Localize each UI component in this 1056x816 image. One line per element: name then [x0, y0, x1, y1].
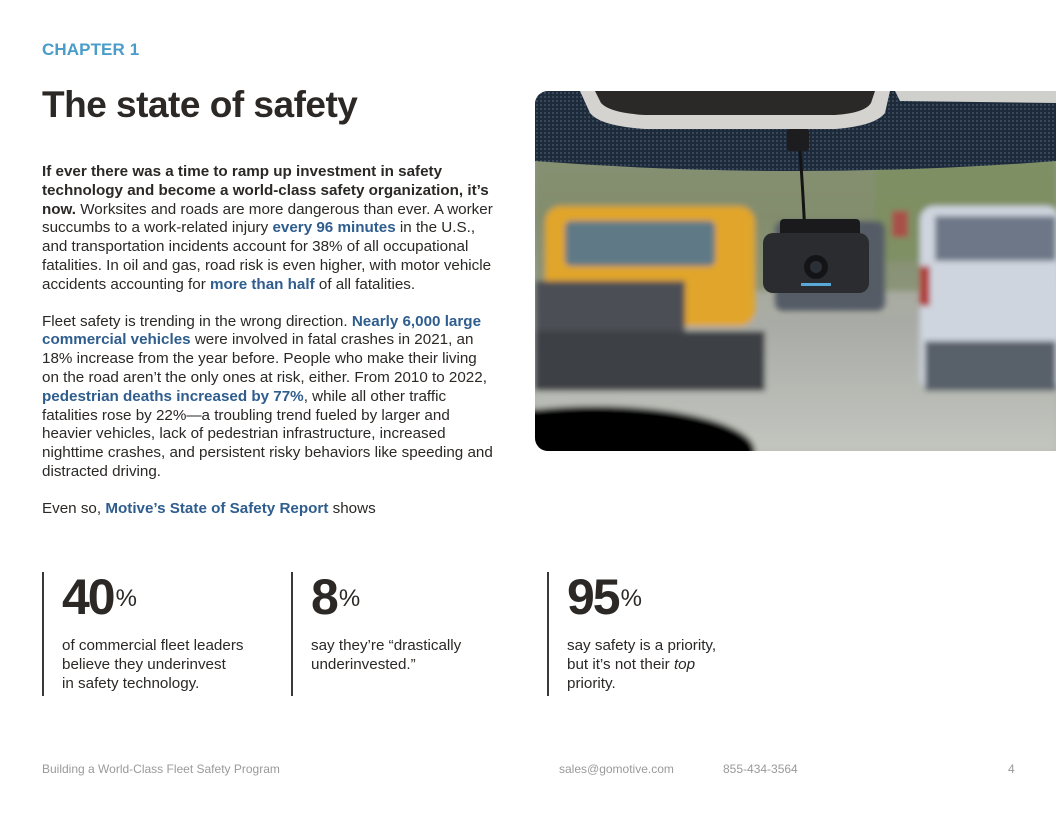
stat-highlight-96-minutes: every 96 minutes: [272, 219, 396, 237]
desc-line: say they’re “drastically: [311, 637, 462, 654]
stat-unit: %: [620, 585, 642, 612]
text-run: in the U.S., and transportation incidents account for 38% of all occupational fatalities. In oil and gas, road risk is even higher, with motor vehicle accidents accounting for: [42, 219, 492, 293]
desc-line: in safety technology.: [62, 675, 200, 692]
body-text: [42, 163, 497, 537]
desc-line: underinvested.”: [311, 656, 416, 673]
stat-value: [311, 569, 521, 625]
text-run: Worksites and roads are more dangerous than ever. A worker succumbs to a work-related injury: [42, 200, 493, 237]
stat-highlight-pedestrian-deaths: pedestrian deaths increased by 77%: [42, 387, 304, 405]
chapter-label: CHAPTER 1: [42, 40, 140, 59]
desc-line: believe they underinvest: [62, 656, 226, 673]
paragraph-fleet-trend: [42, 313, 497, 482]
stat-description: [62, 636, 272, 693]
text-run: shows: [328, 499, 376, 517]
text-run: Even so,: [42, 499, 106, 517]
stat-card-priority: [547, 569, 777, 696]
stat-unit: %: [338, 585, 361, 612]
page-title: The state of safety: [42, 84, 358, 125]
desc-line: of commercial fleet leaders: [62, 637, 244, 654]
text-run: , while all other traffic fatalities rose by 22%—a troubling trend fueled by larger and heavier vehicles, lack of pedestrian infrastructure, increased nighttime crashes, and persistent risky behaviors like speeding and distracted driving.: [42, 387, 493, 480]
desc-line: priority.: [567, 675, 616, 692]
stat-value: [567, 569, 777, 625]
stat-description: [567, 636, 777, 693]
stat-highlight-more-than-half: more than half: [210, 275, 315, 293]
footer-phone[interactable]: 855-434-3564: [723, 762, 798, 776]
stat-unit: %: [115, 585, 137, 612]
stat-number: 95: [567, 569, 619, 625]
stat-value: [62, 569, 272, 625]
stat-card-underinvest: [42, 569, 272, 696]
desc-emphasis: top: [673, 656, 696, 673]
desc-line: [567, 655, 777, 674]
desc-text: but it’s not their: [567, 656, 674, 673]
dashcam-photo: [535, 91, 1056, 451]
footer-doc-title: Building a World-Class Fleet Safety Program: [42, 762, 280, 776]
text-run: were involved in fatal crashes in 2021, an 18% increase from the year before. People who make their living on the road aren’t the only ones at risk, either. From 2010 to 2022,: [42, 331, 487, 386]
paragraph-intro: [42, 163, 497, 295]
report-link[interactable]: Motive’s State of Safety Report: [105, 499, 329, 517]
stat-highlight-6000-vehicles: Nearly 6,000 large commercial vehicles: [42, 312, 482, 349]
text-run: Fleet safety is trending in the wrong direction.: [42, 312, 352, 330]
page-number: 4: [1008, 762, 1015, 776]
dashcam-photo-illustration: [535, 91, 1056, 451]
desc-line: say safety is a priority,: [567, 637, 717, 654]
stat-number: 8: [311, 569, 337, 625]
stat-description: [311, 636, 521, 674]
stat-number: 40: [62, 569, 114, 625]
lead-sentence: If ever there was a time to ramp up investment in safety technology and become a world-class safety organization, it’s now.: [42, 163, 489, 218]
text-run: of all fatalities.: [314, 275, 416, 293]
footer-email[interactable]: sales@gomotive.com: [559, 762, 674, 776]
paragraph-report-intro: [42, 500, 497, 519]
stat-card-drastically-underinvested: [291, 569, 521, 696]
